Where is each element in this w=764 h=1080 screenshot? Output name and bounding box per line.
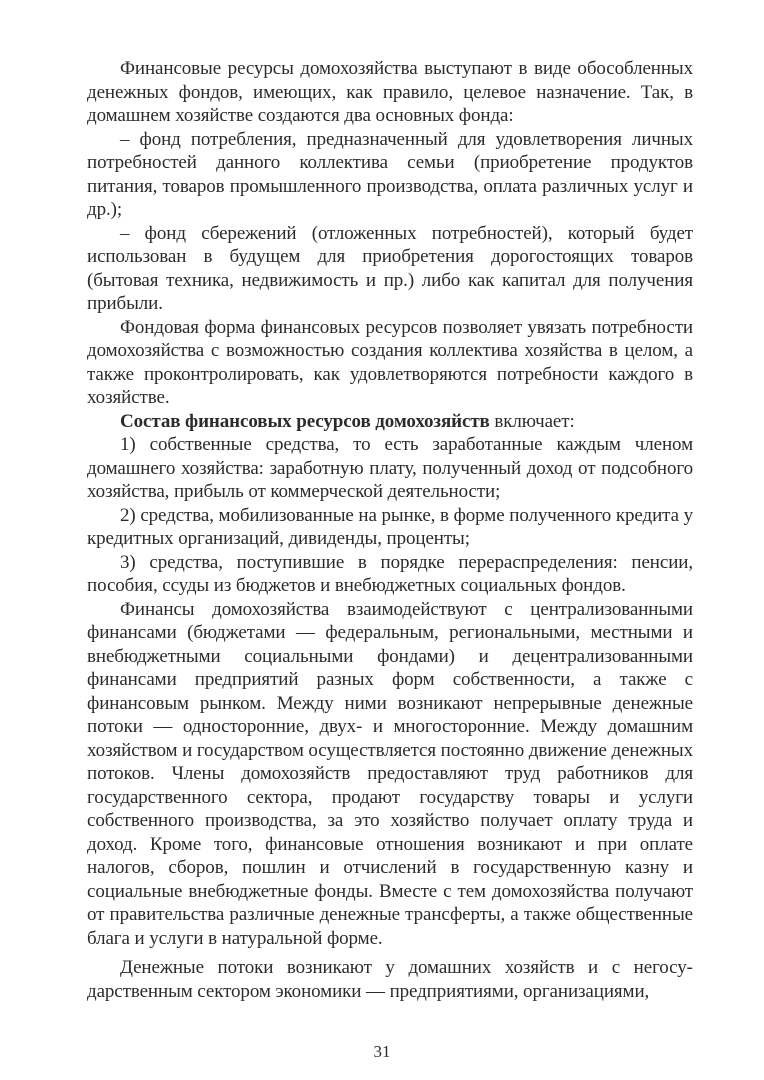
paragraph-savings-fund: – фонд сбережений (отложенных потребностей), который будет использован в будущем для приобретения дорогостоящих товаров (бытовая техника, недвижимость и пр.) либо как капитал для получения прибыли. (87, 222, 693, 314)
paragraph-intro: Финансовые ресурсы домохозяйства выступают в виде обособленных денежных фондов, имеющих, как правило, целевое назначение. Так, в домашнем хозяйстве создаются два основных фонда: (87, 58, 693, 126)
document-page (87, 57, 693, 1003)
list-item: 2) средства, мобилизованные на рынке, в форме полученного кредита у кредитных организаций, дивиденды, проценты; (87, 504, 693, 549)
paragraph-fund-form: Фондовая форма финансовых ресурсов позволяет увязать потребности домохозяйства с возможностью создания коллектива хозяйства в целом, а также проконтролировать, как удовлетворяются потребности каждого в хозяйстве. (87, 316, 693, 408)
list-item: 1) собственные средства, то есть заработанные каждым членом домашнего хозяйства: заработную плату, полученный доход от подсобного хозяйства, прибыль от коммерческой деятельности; (87, 434, 693, 502)
paragraph-consumption-fund: – фонд потребления, предназначенный для удовлетворения личных потребностей данного коллектива семьи (приобретение продуктов питания, товаров промышленного производства, оплата различных услуг и др.); (87, 128, 693, 220)
composition-heading-paragraph (87, 410, 693, 434)
list-item: 3) средства, поступившие в порядке перераспределения: пенсии, пособия, ссуды из бюджетов и внебюджетных социальных фондов. (87, 551, 693, 596)
composition-heading-tail: включает: (489, 410, 575, 432)
composition-heading: Состав финансовых ресурсов домохозяйств (120, 410, 490, 432)
paragraph-money-flows: Денежные потоки возникают у домашних хозяйств и с негосударственным сектором экономики — предприятиями, организациями, (87, 957, 693, 1002)
page-number: 31 (373, 1042, 391, 1061)
paragraph-finance-interaction: Финансы домохозяйства взаимодействуют с централизованными финансами (бюджетами — федеральным, региональными, местными и внебюджетными социальными фондами) и децентрализованными финансами предприятий разных форм собственности, а также с финансовым рынком. Между ними возникают непрерывные денежные потоки — односторонние, двух- и многосторонние. Между домашним хозяйством и государством осуществляется постоянно движение денежных потоков. Члены домохозяйств предоставляют труд работников для государственного сектора, продают государству товары и услуги собственного производства, за это хозяйство получает оплату труда и доход. Кроме того, финансовые отношения возникают и при оплате налогов, сборов, пошлин и отчислений в государственную казну и социальные внебюджетные фонды. Вместе с тем домохозяйства получают от правительства различные денежные трансферты, а также общественные блага и услуги в натуральной форме. (87, 598, 693, 949)
